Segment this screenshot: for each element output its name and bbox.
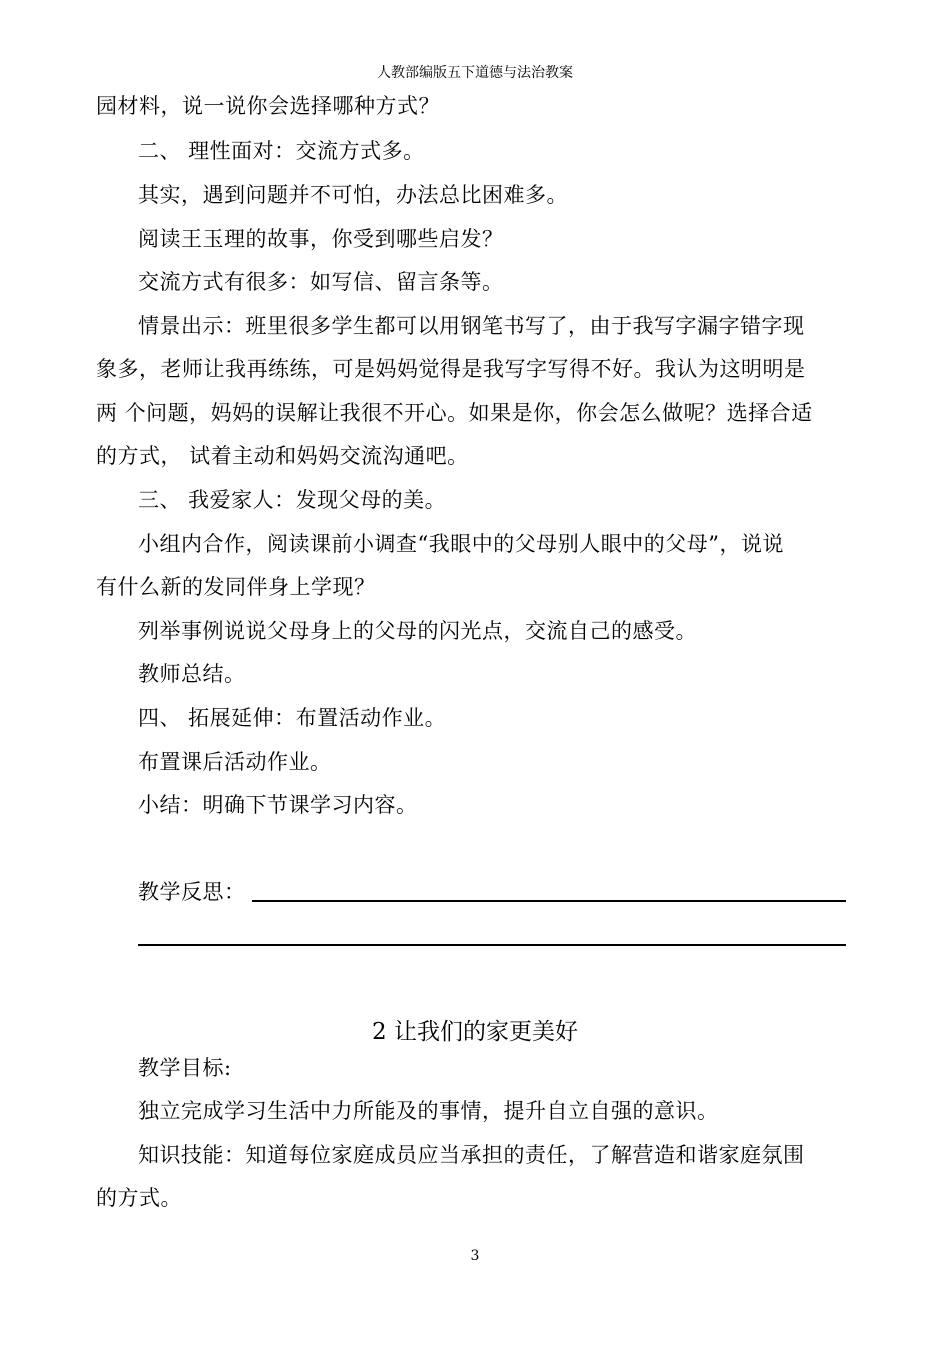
paragraph-line: 小组内合作，阅读课前小调查“我眼中的父母别人眼中的父母”，说说 — [138, 532, 784, 556]
paragraph-line: 两 个问题，妈妈的误解让我很不开心。如果是你，你会怎么做呢？选择合适 — [96, 401, 813, 425]
paragraph-line: 象多，老师让我再练练，可是妈妈觉得是我写字写得不好。我认为这明明是 — [96, 357, 806, 381]
paragraph-line: 小结：明确下节课学习内容。 — [138, 793, 418, 817]
paragraph-line: 教师总结。 — [138, 662, 246, 686]
paragraph-line: 知识技能：知道每位家庭成员应当承担的责任，了解营造和谐家庭氛围 — [138, 1143, 805, 1167]
paragraph-line: 园材料，说一说你会选择哪种方式？ — [96, 94, 440, 118]
reflection-label: 教学反思： — [138, 880, 246, 904]
paragraph-line: 交流方式有很多：如写信、留言条等。 — [138, 270, 504, 294]
paragraph-line: 列举事例说说父母身上的父母的闪光点，交流自己的感受。 — [138, 619, 697, 643]
paragraph-line: 其实，遇到问题并不可怕，办法总比困难多。 — [138, 183, 568, 207]
section-heading: 三、 我爱家人：发现父母的美。 — [138, 488, 447, 512]
section-heading: 二、 理性面对：交流方式多。 — [138, 139, 425, 163]
paragraph-line: 教学目标: — [138, 1056, 232, 1080]
reflection-line — [252, 900, 846, 902]
section-heading: 四、 拓展延伸：布置活动作业。 — [138, 706, 447, 730]
page-number: 3 — [470, 1248, 480, 1264]
page-header: 人教部编版五下道德与法治教案 — [377, 65, 573, 81]
paragraph-line: 独立完成学习生活中力所能及的事情，提升自立自强的意识。 — [138, 1099, 719, 1123]
paragraph-line: 布置课后活动作业。 — [138, 750, 332, 774]
paragraph-line: 有什么新的发同伴身上学现？ — [96, 575, 376, 599]
reflection-line — [138, 944, 846, 946]
paragraph-line: 阅读王玉理的故事，你受到哪些启发？ — [138, 227, 504, 251]
paragraph-line: 的方式。 — [96, 1186, 182, 1210]
lesson-title: 2 让我们的家更美好 — [372, 1019, 578, 1045]
paragraph-line: 的方式， 试着主动和妈妈交流沟通吧。 — [96, 444, 469, 468]
paragraph-line: 情景出示：班里很多学生都可以用钢笔书写了，由于我写字漏字错字现 — [138, 314, 805, 338]
